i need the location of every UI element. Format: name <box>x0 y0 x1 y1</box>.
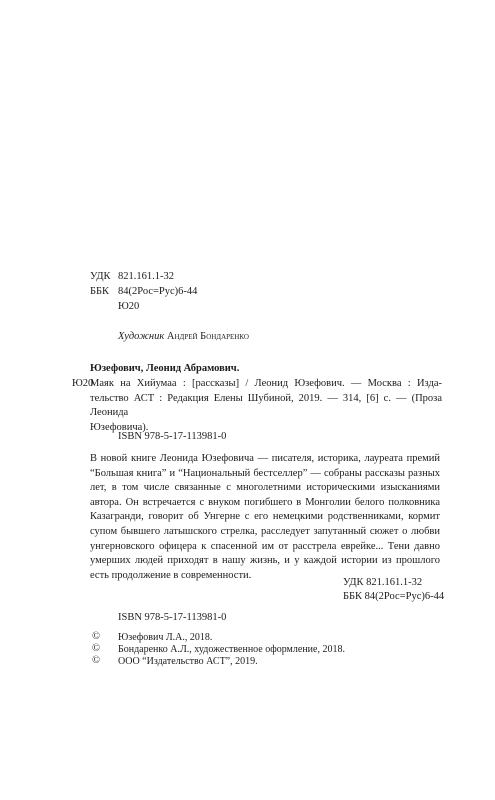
copyright-icon: © <box>92 643 100 654</box>
bibliography-line: Маяк на Хийумаа : [рассказы] / Леонид Юзефович. — Москва : Изда- <box>90 378 442 389</box>
bibliography-line: тельство АСТ : Редакция Елены Шубиной, 2019. — 314, [6] с. — (Проза Леонида <box>90 392 442 418</box>
isbn-record: ISBN 978-5-17-113981-0 <box>118 431 227 442</box>
annotation-line: есть продолжение в современности. <box>90 569 252 581</box>
copyright-icon: © <box>92 655 100 666</box>
annotation <box>90 452 440 583</box>
copyright-icon: © <box>92 631 100 642</box>
copyright-text: Юзефович Л.А., 2018. <box>118 632 213 643</box>
copyright-text: ООО “Издательство АСТ”, 2019. <box>118 656 258 667</box>
isbn-bottom: ISBN 978-5-17-113981-0 <box>118 612 227 623</box>
bbk-label: ББК <box>90 286 110 297</box>
bibliography-line: Юзефовича). <box>90 421 149 433</box>
copyright-text: Бондаренко А.Л., художественное оформление, 2018. <box>118 644 345 655</box>
annotation-line: Казагранди, говорит об Унгерне с его немецкими родственниками, кормит <box>90 511 440 523</box>
artist-role: Художник <box>118 331 165 342</box>
udk-repeat: УДК 821.161.1-32 <box>343 577 423 588</box>
annotation-line: В новой книге Леонида Юзефовича — писателя, историка, лауреата премий <box>90 453 440 464</box>
artist-name: Андрей Бондаренко <box>166 331 249 342</box>
annotation-line: унгерновского офицера к спасенной им от расстрела еврейке... Тени давно <box>90 540 440 552</box>
author-sign-left: Ю20 <box>72 378 94 389</box>
udk-value: 821.161.1-32 <box>118 271 174 282</box>
author-sign-top: Ю20 <box>118 301 140 312</box>
annotation-line: супом бывшего латышского стрелка, расследует запутанный сюжет о любви <box>90 525 440 537</box>
annotation-line: лет, в том числе связанные с многолетними историческими изысканиями <box>90 482 440 494</box>
annotation-line: “Большая книга” и “Национальный бестселлер” — собраны рассказы разных <box>90 467 440 479</box>
annotation-line: умерших людей приходят в нашу жизнь, и у каждой истории из прошлого <box>90 555 440 567</box>
bibliography-description <box>90 377 442 435</box>
annotation-line: автора. Он встречается с внуком погибшего в Монголии белого полковника <box>90 496 440 508</box>
bibliography-heading: Юзефович, Леонид Абрамович. <box>90 363 240 374</box>
artist-credit <box>118 330 249 344</box>
bbk-value: 84(2Рос=Рус)6-44 <box>118 286 198 297</box>
bbk-repeat: ББК 84(2Рос=Рус)6-44 <box>343 591 445 602</box>
udk-label: УДК <box>90 271 111 282</box>
